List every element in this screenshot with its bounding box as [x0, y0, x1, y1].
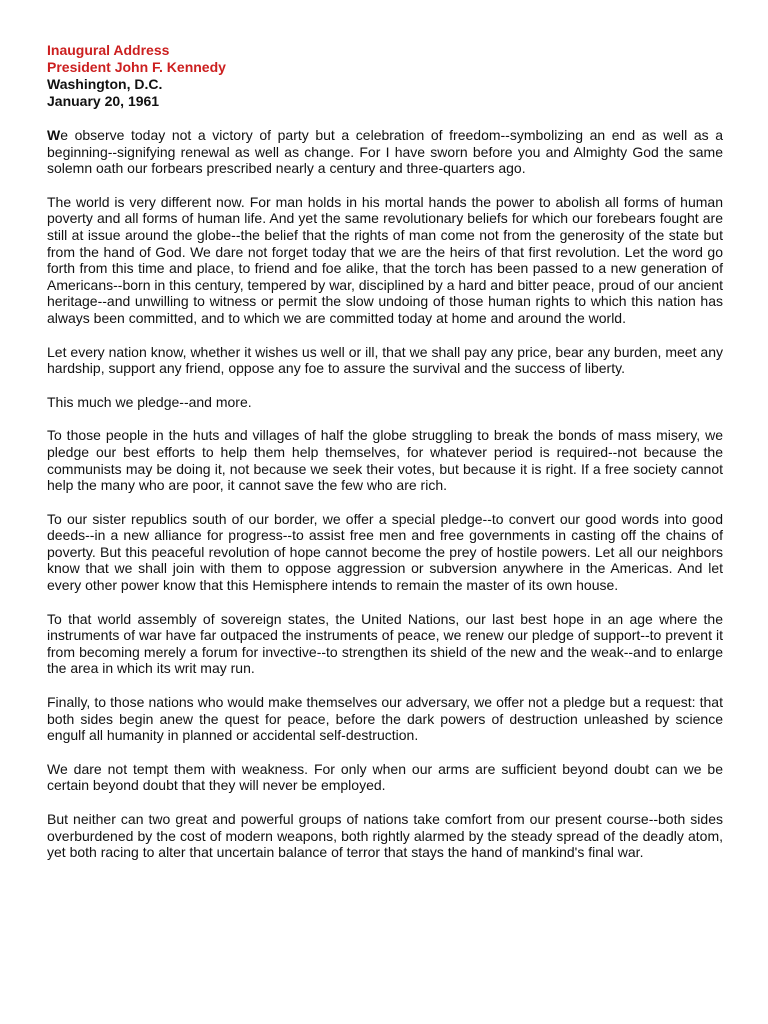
speaker-name: President John F. Kennedy [47, 59, 226, 75]
paragraph-7: To that world assembly of sovereign states, the United Nations, our last best hope in an age where the instruments of war have far outpaced the instruments of peace, we renew our pledge of support--to prevent it from becoming merely a forum for invective--to strengthen its shield of the new and the weak--and to enlarge the area in which its writ may run. [47, 610, 723, 677]
paragraph-text: e observe today not a victory of party but a celebration of freedom--symbolizing an end as well as a beginning--signifying renewal as well as change. For I have sworn before you and Almighty God the same solemn oath our forbears prescribed nearly a century and three-quarters ago. [47, 127, 723, 177]
paragraph-3: Let every nation know, whether it wishes us well or ill, that we shall pay any price, bear any burden, meet any hardship, support any friend, oppose any foe to assure the survival and the success of liberty. [47, 343, 723, 377]
paragraph-4: This much we pledge--and more. [47, 393, 252, 410]
document-page [47, 42, 723, 878]
paragraph-1 [47, 127, 723, 177]
paragraph-9: We dare not tempt them with weakness. For only when our arms are sufficient beyond doubt can we be certain beyond doubt that they will never be employed. [47, 760, 723, 794]
paragraph-5: To those people in the huts and villages of half the globe struggling to break the bonds of mass misery, we pledge our best efforts to help them help themselves, for whatever period is required--not because the communists may be doing it, not because we seek their votes, but because it is right. If a free society cannot help the many who are poor, it cannot save the few who are rich. [47, 427, 723, 494]
paragraph-lead-letter: W [47, 127, 61, 143]
document-body [47, 127, 723, 861]
paragraph-10: But neither can two great and powerful groups of nations take comfort from our present course--both sides overburdened by the cost of modern weapons, both rightly alarmed by the steady spread of the deadly atom, yet both racing to alter that uncertain balance of terror that stays the hand of mankind's final war. [47, 811, 723, 861]
document-title: Inaugural Address [47, 42, 170, 58]
paragraph-8: Finally, to those nations who would make themselves our adversary, we offer not a pledge but a request: that both sides begin anew the quest for peace, before the dark powers of destruction unleashed by science engulf all humanity in planned or accidental self-destruction. [47, 694, 723, 744]
speech-date: January 20, 1961 [47, 93, 160, 109]
paragraph-2: The world is very different now. For man holds in his mortal hands the power to abolish all forms of human poverty and all forms of human life. And yet the same revolutionary beliefs for which our forebears fought are still at issue around the globe--the belief that the rights of man come not from the generosity of the state but from the hand of God. We dare not forget today that we are the heirs of that first revolution. Let the word go forth from this time and place, to friend and foe alike, that the torch has been passed to a new generation of Americans--born in this century, tempered by war, disciplined by a hard and bitter peace, proud of our ancient heritage--and unwilling to witness or permit the slow undoing of those human rights to which this nation has always been committed, and to which we are committed today at home and around the world. [47, 193, 723, 326]
speech-location: Washington, D.C. [47, 76, 163, 92]
document-header [47, 42, 723, 110]
paragraph-6: To our sister republics south of our border, we offer a special pledge--to convert our good words into good deeds--in a new alliance for progress--to assist free men and free governments in casting off the chains of poverty. But this peaceful revolution of hope cannot become the prey of hostile powers. Let all our neighbors know that we shall join with them to oppose aggression or subversion anywhere in the Americas. And let every other power know that this Hemisphere intends to remain the master of its own house. [47, 510, 723, 594]
